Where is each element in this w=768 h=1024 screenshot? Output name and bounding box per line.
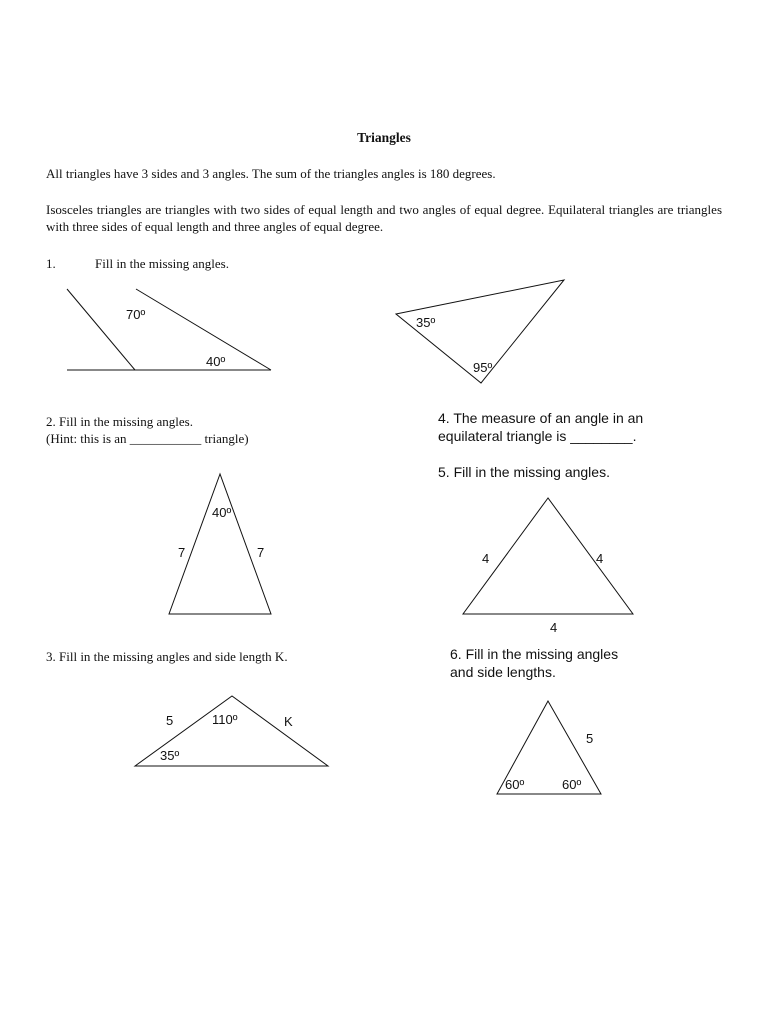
- isosceles-definition: Isosceles triangles are triangles with two sides of equal length and two angles of equal degree. Equilateral triangles are triangles with three sides of equal length and three angles of equal degree.: [46, 202, 722, 234]
- q5-base-label: 4: [550, 620, 558, 635]
- q3-base-angle-label: 35º: [160, 748, 180, 763]
- q3-left-side-label: 5: [166, 713, 174, 728]
- q1b-angle-left-label: 35º: [416, 315, 436, 330]
- q5-left-side-label: 4: [482, 551, 490, 566]
- q6-right-angle-label: 60º: [562, 777, 582, 792]
- q1b-angle-bottom-label: 95º: [473, 360, 493, 375]
- question-6-text-line-2: and side lengths.: [450, 664, 556, 680]
- q3-apex-angle-label: 110º: [212, 712, 238, 727]
- question-3-text: 3. Fill in the missing angles and side length K.: [46, 649, 288, 664]
- q6-right-side-label: 5: [586, 731, 594, 746]
- q1a-left-line: [67, 289, 135, 370]
- q1-figure-a: [67, 289, 271, 370]
- question-2-hint: (Hint: this is an ___________ triangle): [46, 431, 249, 446]
- q3-right-side-label: K: [284, 714, 293, 729]
- q6-left-angle-label: 60º: [505, 777, 525, 792]
- question-1-text: Fill in the missing angles.: [95, 256, 229, 271]
- question-5-text: 5. Fill in the missing angles.: [438, 464, 610, 480]
- page-title: Triangles: [357, 130, 411, 145]
- q1a-angle-bottom-label: 40º: [206, 354, 226, 369]
- question-6-text-line-1: 6. Fill in the missing angles: [450, 646, 619, 662]
- question-4-text-line-1: 4. The measure of an angle in an: [438, 410, 644, 426]
- question-4-text-line-2: equilateral triangle is ________.: [438, 428, 637, 444]
- question-1-number: 1.: [46, 256, 56, 271]
- q1a-angle-top-label: 70º: [126, 307, 146, 322]
- q2-left-side-label: 7: [178, 545, 186, 560]
- q1a-right-line: [136, 289, 271, 370]
- q2-right-side-label: 7: [257, 545, 265, 560]
- q2-apex-angle-label: 40º: [212, 505, 232, 520]
- q5-right-side-label: 4: [596, 551, 604, 566]
- question-2-text: 2. Fill in the missing angles.: [46, 414, 193, 429]
- intro-text: All triangles have 3 sides and 3 angles. The sum of the triangles angles is 180 degrees.: [46, 166, 496, 181]
- q2-isosceles-triangle: [169, 474, 271, 614]
